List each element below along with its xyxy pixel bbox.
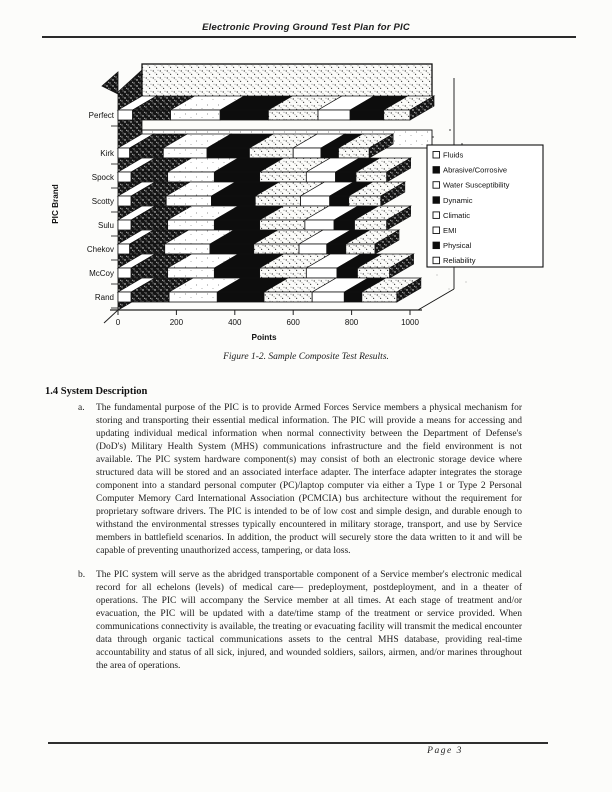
svg-text:800: 800 xyxy=(344,318,359,327)
composite-test-results-chart xyxy=(40,48,580,350)
list-marker-a: a. xyxy=(78,403,85,413)
svg-text:McCoy: McCoy xyxy=(89,269,114,278)
svg-text:Reliability: Reliability xyxy=(443,256,476,266)
page-header-title: Electronic Proving Ground Test Plan for PIC xyxy=(202,22,410,33)
header-rule xyxy=(42,36,576,38)
svg-text:EMI: EMI xyxy=(443,226,457,235)
paragraph-b xyxy=(78,569,522,673)
svg-text:Rand: Rand xyxy=(94,293,114,302)
svg-text:0: 0 xyxy=(115,318,121,327)
svg-text:400: 400 xyxy=(228,318,242,327)
paragraph-a-text: The fundamental purpose of the PIC is to provide Armed Forces Service members a physical mechanism for storing and transporting their essential medical information. The PIC will provide a means for accessing and updating individual medical information when normal connectivity between the Department of Defense's (DoD's) Military Health System (MHS) communications infrastructure and the field environment is not available. The PIC system hardware component(s) may consist of both an electronic storage device where structured data will be stored and an associated interface adapter. The interface adapter integrates the storage component into a standard personal computer (PC)/laptop computer via either a Type 1 or Type 2 Personal Computer Memory Card International Association (PCMCIA) bus architecture without the requirement for proprietary software drivers. The PIC is intended to be of low cost and simple design, and durable enough to withstand the environmental stresses typically encountered in military storage, transport, and use by Service members in battlefield scenarios. In addition, the product will securely store the data written to it and will be capable of preventing unauthorized access, tampering, or data loss. xyxy=(96,403,522,556)
svg-text:Kirk: Kirk xyxy=(100,149,114,158)
section-heading: 1.4 System Description xyxy=(45,386,148,397)
paragraph-b-text: The PIC system will serve as the abridged transportable component of a Service member's electronic medical record for all echelons (levels) of medical care— predeployment, postdeployment, and in a theater of operations. The PIC will accompany the Service member at all times. At each stage of treatment and/or evacuation, the PIC will be updated with a date/time stamp of the treatment or service provided. When communications connectivity is available, the treating or evacuating facility will transmit the medical encounter data through organic tactical communications assets to the central MHS database, providing real-time accountability and status of all sick, injured, and wounded soldiers, sailors, airmen, and/or marines throughout the area of operations. xyxy=(96,570,522,671)
svg-text:Physical: Physical xyxy=(443,241,472,251)
svg-text:Water Susceptibility: Water Susceptibility xyxy=(443,180,510,190)
svg-text:Chekov: Chekov xyxy=(86,245,114,254)
chart-svg xyxy=(40,48,580,350)
svg-text:600: 600 xyxy=(286,318,300,327)
svg-text:Scotty: Scotty xyxy=(91,197,114,206)
svg-text:Climatic: Climatic xyxy=(443,210,471,220)
svg-text:Dynamic: Dynamic xyxy=(443,195,473,205)
svg-text:Spock: Spock xyxy=(91,173,114,182)
svg-text:Sulu: Sulu xyxy=(97,221,114,230)
svg-text:PIC Brand: PIC Brand xyxy=(51,184,60,224)
svg-text:1000: 1000 xyxy=(401,318,419,327)
figure-caption: Figure 1-2. Sample Composite Test Results. xyxy=(223,352,389,362)
footer-rule xyxy=(48,742,548,744)
svg-text:Fluids: Fluids xyxy=(443,150,464,160)
page-number: Page 3 xyxy=(427,746,463,756)
svg-text:Perfect: Perfect xyxy=(88,111,114,120)
paragraph-a xyxy=(78,402,522,558)
chart-corner-wedge xyxy=(102,72,118,94)
svg-text:Points: Points xyxy=(251,333,277,342)
svg-text:Abrasive/Corrosive: Abrasive/Corrosive xyxy=(443,165,508,175)
svg-text:200: 200 xyxy=(169,318,184,327)
list-marker-b: b. xyxy=(78,570,86,580)
